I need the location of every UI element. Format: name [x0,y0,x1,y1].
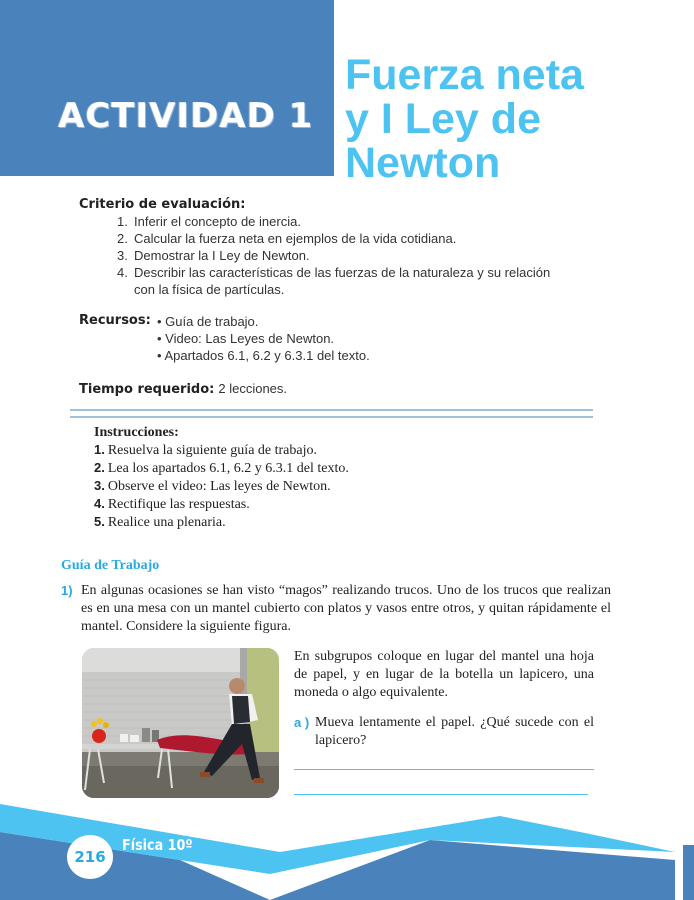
page-number: 216 [74,848,106,866]
question-number: 1) [61,583,73,598]
page-title [345,53,685,185]
criteria-item-number: 2. [117,231,128,246]
instruction-item [94,441,349,459]
title-line: Newton [345,139,501,187]
instruction-text: Rectifique las respuestas. [107,497,250,512]
magician-tablecloth-photo [82,648,279,798]
criteria-item-number: 1. [117,214,128,229]
footer-band-edge [683,845,694,900]
criteria-item-text: Inferir el concepto de inercia. [134,214,301,229]
divider-line [70,409,593,411]
question-text: En algunas ocasiones se han visto “magos” realizando trucos. Uno de los trucos que realizan es en una mesa con un mantel cubierto con platos y vasos entre otros, y quitan rápidamente el mantel. Considere la siguiente figura. [81,583,611,634]
time-required [79,380,287,398]
criteria-item [79,264,599,298]
instruction-item [94,477,349,495]
instruction-number: 2. [94,460,105,475]
activity-header-block [0,0,334,176]
instruction-text: Resuelva la siguiente guía de trabajo. [107,443,317,458]
activity-instructions-text: En subgrupos coloque en lugar del mantel una hoja de papel, y en lugar de la botella un lapicero, una moneda o algo equivalente. [294,649,594,700]
photo-illustration [82,648,279,798]
criteria-item [79,213,599,230]
instruction-text: Realice una plenaria. [107,515,226,530]
time-heading: Tiempo requerido: [79,382,215,397]
title-line: y I Ley de [345,95,541,143]
criteria-item-text: Calcular la fuerza neta en ejemplos de la vida cotidiana. [134,231,457,246]
instructions-section [94,424,349,531]
activity-label: ACTIVIDAD 1 [58,96,314,136]
book-name: Física 10º [122,836,193,854]
divider-line [70,416,593,418]
resource-item: • Guía de trabajo. [157,313,599,330]
resource-item: • Video: Las Leyes de Newton. [157,330,599,347]
criteria-item-text: Demostrar la I Ley de Newton. [134,248,310,263]
resources-section [79,313,599,364]
instructions-heading: Instrucciones: [94,425,179,440]
question-letter: a ) [294,715,310,730]
instruction-number: 5. [94,514,105,529]
answer-line[interactable] [294,769,594,770]
criteria-item-text: Describir las características de las fuerzas de la naturaleza y su relación con la física de partículas. [134,265,551,297]
question-1 [61,582,611,636]
criteria-item [79,230,599,247]
question-text: Mueva lentamente el papel. ¿Qué sucede con el lapicero? [315,715,594,748]
criteria-heading: Criterio de evaluación: [79,197,246,212]
question-a [294,714,594,750]
evaluation-criteria [79,197,599,298]
instruction-item [94,495,349,513]
guide-title: Guía de Trabajo [61,558,160,573]
instruction-text: Observe el video: Las leyes de Newton. [107,479,331,494]
instruction-number: 3. [94,478,105,493]
instruction-number: 4. [94,496,105,511]
resource-item: • Apartados 6.1, 6.2 y 6.3.1 del texto. [157,347,599,364]
instruction-text: Lea los apartados 6.1, 6.2 y 6.3.1 del texto. [107,461,349,476]
instruction-item [94,513,349,531]
time-value: 2 lecciones. [218,381,288,396]
criteria-item-number: 4. [117,265,128,280]
instruction-item [94,459,349,477]
instruction-number: 1. [94,442,105,457]
criteria-item-number: 3. [117,248,128,263]
criteria-item [79,247,599,264]
title-line: Fuerza neta [345,51,584,99]
resources-heading: Recursos: [79,313,151,328]
